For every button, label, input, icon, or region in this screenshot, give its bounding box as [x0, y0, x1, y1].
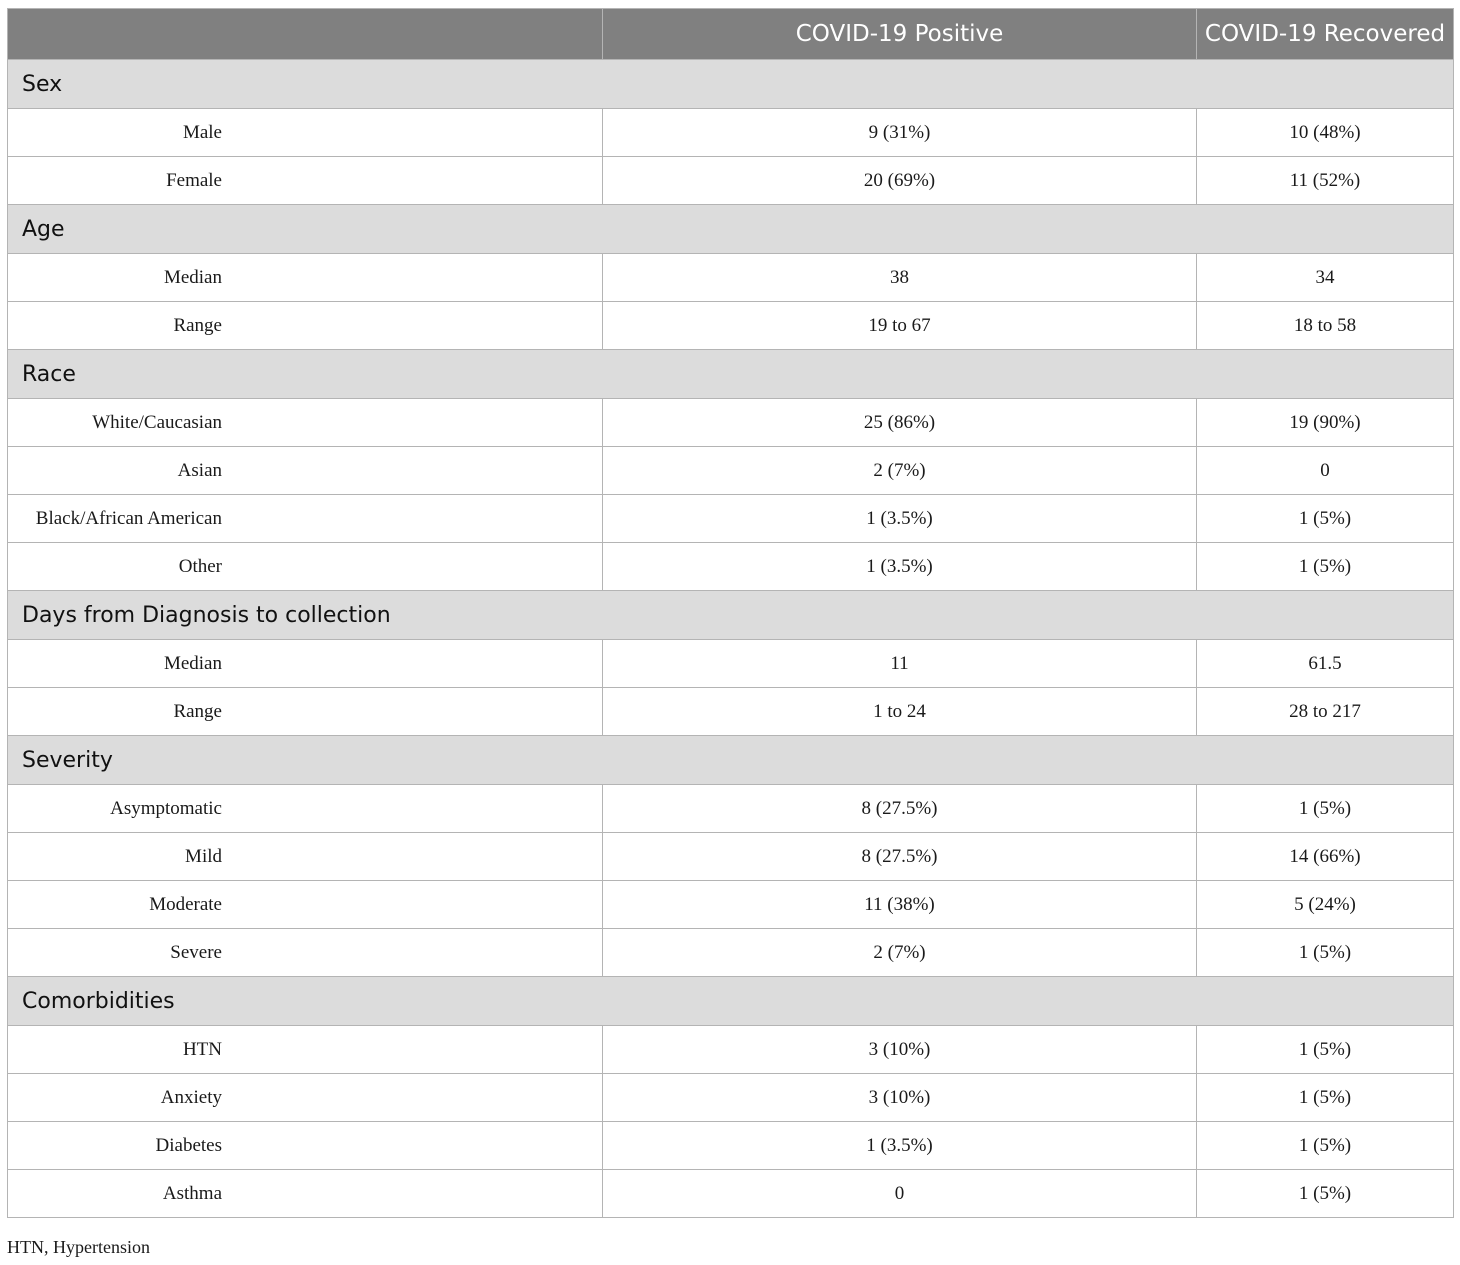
row-label-cell: Asian	[8, 447, 603, 495]
recovered-value-cell: 34	[1197, 254, 1454, 302]
table-body	[8, 60, 1454, 1218]
table-row	[8, 1170, 1454, 1218]
positive-value-cell: 2 (7%)	[603, 447, 1197, 495]
positive-value-cell: 2 (7%)	[603, 929, 1197, 977]
row-label-cell: HTN	[8, 1026, 603, 1074]
table-row	[8, 495, 1454, 543]
row-label-cell: Anxiety	[8, 1074, 603, 1122]
group-title: Days from Diagnosis to collection	[8, 591, 1454, 640]
table-row	[8, 254, 1454, 302]
table-row	[8, 929, 1454, 977]
recovered-value-cell: 1 (5%)	[1197, 543, 1454, 591]
recovered-value-cell: 61.5	[1197, 640, 1454, 688]
row-label-cell: Range	[8, 302, 603, 350]
positive-value-cell: 1 (3.5%)	[603, 1122, 1197, 1170]
positive-value-cell: 25 (86%)	[603, 399, 1197, 447]
recovered-value-cell: 28 to 217	[1197, 688, 1454, 736]
row-label-cell: Diabetes	[8, 1122, 603, 1170]
recovered-value-cell: 1 (5%)	[1197, 495, 1454, 543]
row-label-cell: Moderate	[8, 881, 603, 929]
positive-value-cell: 20 (69%)	[603, 157, 1197, 205]
recovered-value-cell: 1 (5%)	[1197, 929, 1454, 977]
recovered-value-cell: 18 to 58	[1197, 302, 1454, 350]
group-header-row	[8, 736, 1454, 785]
positive-value-cell: 3 (10%)	[603, 1074, 1197, 1122]
table-row	[8, 640, 1454, 688]
positive-value-cell: 1 to 24	[603, 688, 1197, 736]
recovered-value-cell: 11 (52%)	[1197, 157, 1454, 205]
recovered-value-cell: 5 (24%)	[1197, 881, 1454, 929]
table-row	[8, 447, 1454, 495]
table-row	[8, 399, 1454, 447]
table-footnote: HTN, Hypertension	[7, 1237, 150, 1257]
recovered-value-cell: 10 (48%)	[1197, 109, 1454, 157]
positive-value-cell: 38	[603, 254, 1197, 302]
row-label-cell: Female	[8, 157, 603, 205]
row-label-cell: White/Caucasian	[8, 399, 603, 447]
recovered-value-cell: 14 (66%)	[1197, 833, 1454, 881]
positive-value-cell: 3 (10%)	[603, 1026, 1197, 1074]
row-label-cell: Severe	[8, 929, 603, 977]
group-header-row	[8, 350, 1454, 399]
table-row	[8, 833, 1454, 881]
row-label-cell: Range	[8, 688, 603, 736]
recovered-value-cell: 1 (5%)	[1197, 1122, 1454, 1170]
group-header-row	[8, 60, 1454, 109]
header-cell-recovered: COVID-19 Recovered	[1197, 9, 1454, 60]
group-title: Severity	[8, 736, 1454, 785]
group-header-row	[8, 591, 1454, 640]
table-row	[8, 157, 1454, 205]
group-title: Comorbidities	[8, 977, 1454, 1026]
positive-value-cell: 8 (27.5%)	[603, 785, 1197, 833]
row-label-cell: Other	[8, 543, 603, 591]
group-title: Race	[8, 350, 1454, 399]
positive-value-cell: 1 (3.5%)	[603, 495, 1197, 543]
group-title: Sex	[8, 60, 1454, 109]
row-label-cell: Asthma	[8, 1170, 603, 1218]
table-row	[8, 1026, 1454, 1074]
row-label-cell: Black/African American	[8, 495, 603, 543]
table-row	[8, 785, 1454, 833]
table-row	[8, 1122, 1454, 1170]
recovered-value-cell: 1 (5%)	[1197, 1026, 1454, 1074]
row-label-cell: Male	[8, 109, 603, 157]
row-label-cell: Median	[8, 254, 603, 302]
group-header-row	[8, 205, 1454, 254]
row-label-cell: Asymptomatic	[8, 785, 603, 833]
table-row	[8, 881, 1454, 929]
header-cell-blank	[8, 9, 603, 60]
header-row	[8, 9, 1454, 60]
positive-value-cell: 11	[603, 640, 1197, 688]
positive-value-cell: 19 to 67	[603, 302, 1197, 350]
recovered-value-cell: 1 (5%)	[1197, 1170, 1454, 1218]
recovered-value-cell: 19 (90%)	[1197, 399, 1454, 447]
recovered-value-cell: 1 (5%)	[1197, 785, 1454, 833]
table-row	[8, 688, 1454, 736]
recovered-value-cell: 0	[1197, 447, 1454, 495]
table-row	[8, 543, 1454, 591]
table-row	[8, 109, 1454, 157]
positive-value-cell: 11 (38%)	[603, 881, 1197, 929]
row-label-cell: Mild	[8, 833, 603, 881]
table-row	[8, 302, 1454, 350]
positive-value-cell: 1 (3.5%)	[603, 543, 1197, 591]
header-cell-positive: COVID-19 Positive	[603, 9, 1197, 60]
row-label-cell: Median	[8, 640, 603, 688]
positive-value-cell: 8 (27.5%)	[603, 833, 1197, 881]
recovered-value-cell: 1 (5%)	[1197, 1074, 1454, 1122]
group-title: Age	[8, 205, 1454, 254]
group-header-row	[8, 977, 1454, 1026]
table-row	[8, 1074, 1454, 1122]
demographics-table	[7, 8, 1454, 1218]
positive-value-cell: 0	[603, 1170, 1197, 1218]
positive-value-cell: 9 (31%)	[603, 109, 1197, 157]
